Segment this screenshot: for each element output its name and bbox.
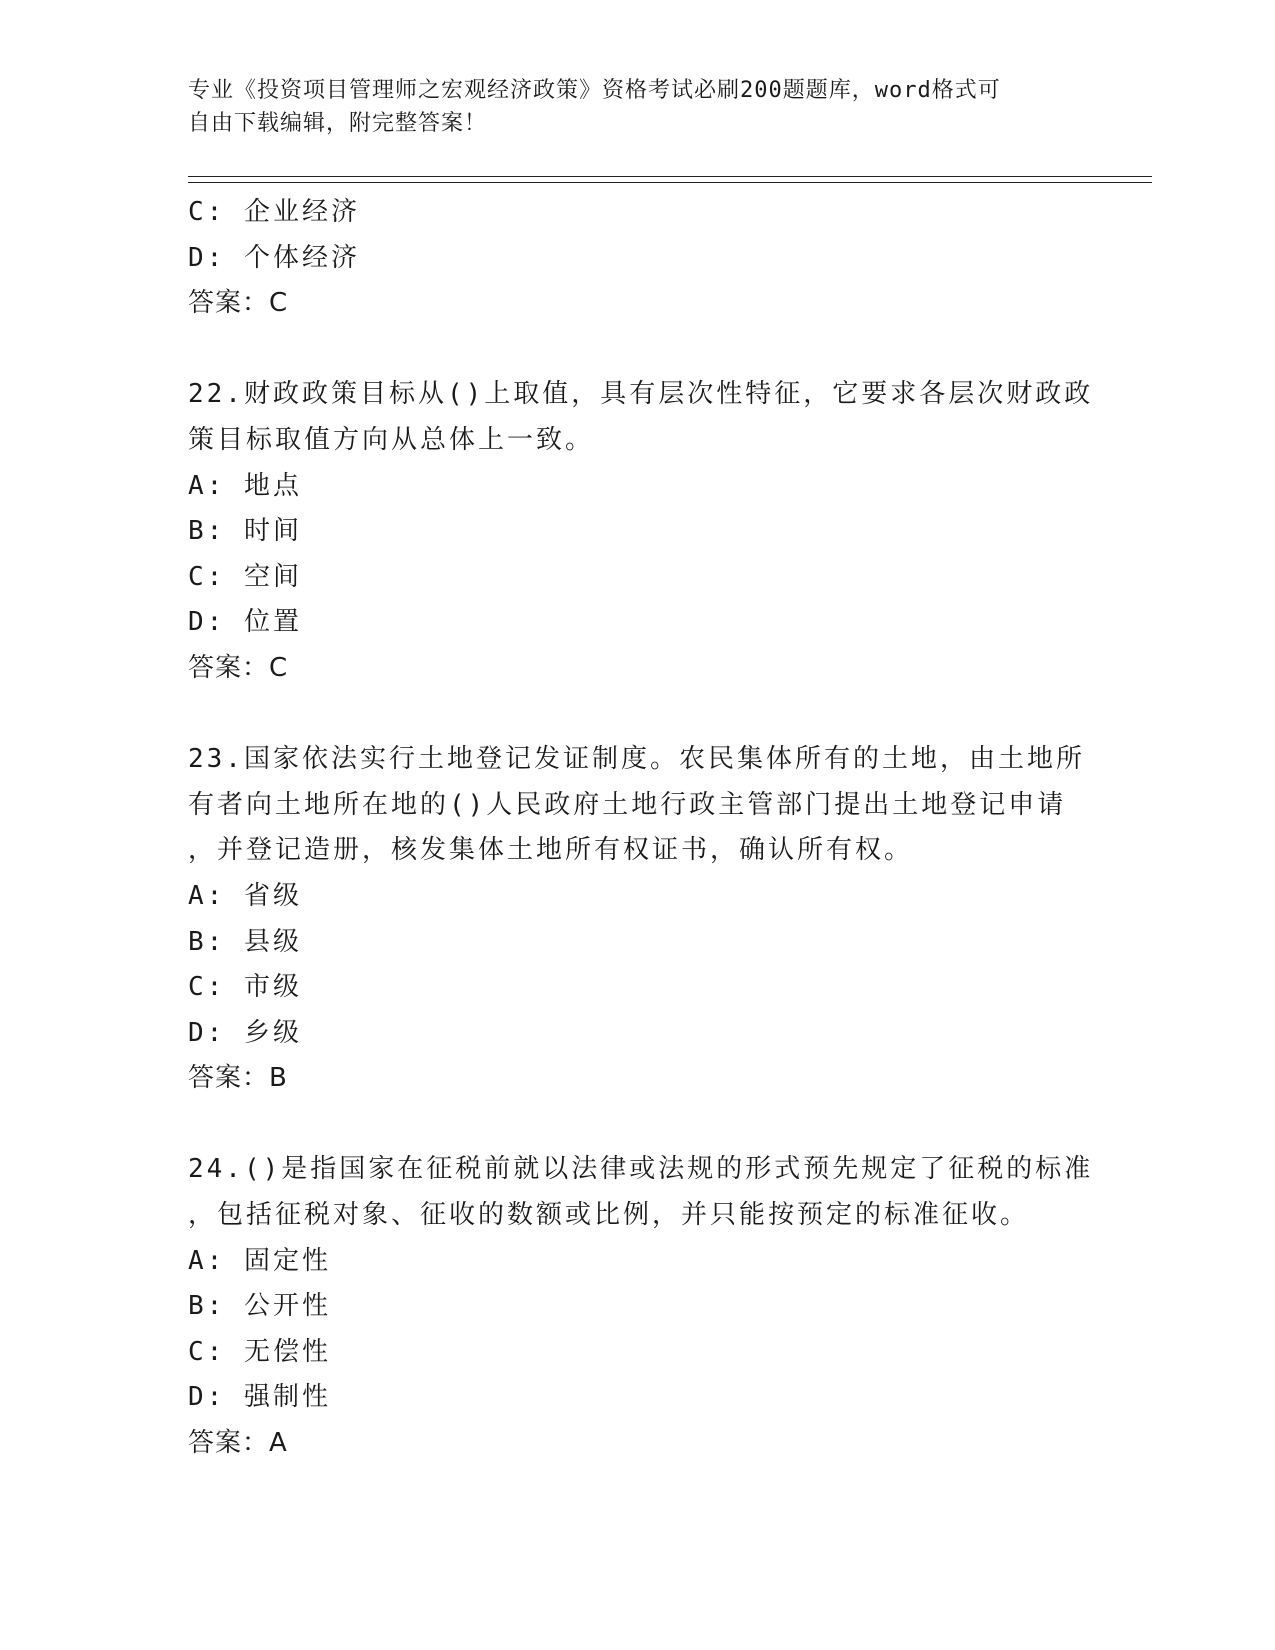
answer-line: 答案：A (188, 1428, 288, 1459)
option-a: A: 固定性 (188, 1245, 331, 1276)
option-d: D: 个体经济 (188, 242, 360, 273)
question-24 (188, 1147, 1094, 1466)
answer-line: 答案：C (188, 288, 289, 319)
option-d: D: 强制性 (188, 1382, 331, 1413)
header-divider-top (188, 176, 1152, 177)
option-a: A: 省级 (188, 880, 302, 911)
question-text-line: ，并登记造册，核发集体土地所有权证书，确认所有权。 (188, 835, 914, 866)
answer-line: 答案：B (188, 1063, 288, 1094)
spacer (188, 692, 1088, 738)
question-text-line: 22.财政政策目标从()上取值，具有层次性特征，它要求各层次财政政 (188, 379, 1094, 410)
option-c: C: 企业经济 (188, 197, 360, 227)
question-list (188, 190, 1094, 1467)
header-line-1: 专业《投资项目管理师之宏观经济政策》资格考试必刷200题题库，word格式可 (188, 78, 1001, 103)
answer-line: 答案：C (188, 652, 289, 683)
question-text-line: 24.()是指国家在征税前就以法律或法规的形式预先规定了征税的标准 (188, 1154, 1094, 1185)
option-b: B: 公开性 (188, 1291, 331, 1322)
header-divider-bottom (188, 182, 1152, 183)
spacer (188, 327, 1088, 373)
question-23 (188, 737, 1088, 1102)
option-c: C: 空间 (188, 561, 302, 592)
question-text-line: 有者向土地所在地的()人民政府土地行政主管部门提出土地登记申请 (188, 789, 1067, 820)
question-text-line: 策目标取值方向从总体上一致。 (188, 424, 595, 455)
option-b: B: 时间 (188, 516, 302, 547)
option-c: C: 市级 (188, 972, 302, 1003)
question-text-line: ，包括征税对象、征收的数额或比例，并只能按预定的标准征收。 (188, 1200, 1030, 1231)
question-22 (188, 372, 1094, 691)
option-c: C: 无偿性 (188, 1336, 331, 1367)
header-line-2: 自由下载编辑，附完整答案！ (188, 111, 488, 136)
option-b: B: 县级 (188, 926, 302, 957)
option-a: A: 地点 (188, 470, 302, 501)
question-text-line: 23.国家依法实行土地登记发证制度。农民集体所有的土地，由土地所 (188, 744, 1085, 775)
option-d: D: 位置 (188, 607, 302, 638)
spacer (188, 1102, 1088, 1148)
option-d: D: 乡级 (188, 1017, 302, 1048)
question-21-tail (188, 190, 1088, 327)
document-header (188, 74, 1068, 140)
